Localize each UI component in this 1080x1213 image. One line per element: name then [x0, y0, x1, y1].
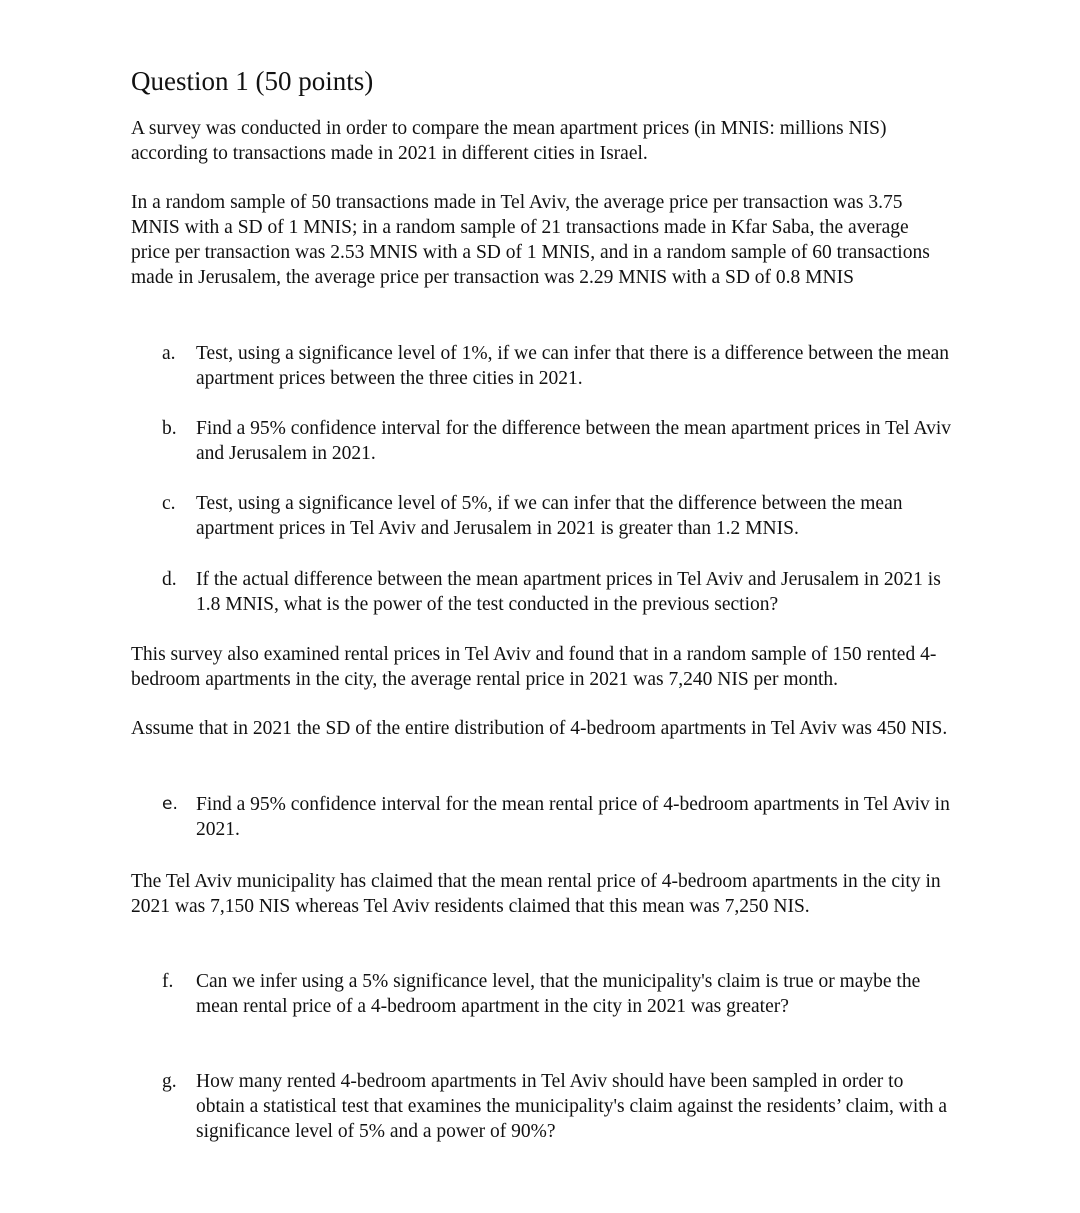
- item-letter: a.: [162, 343, 176, 364]
- item-text: Find a 95% confidence interval for the difference between the mean apartment prices in Tel Aviv and Jerusalem in 2021.: [196, 418, 952, 464]
- claim-paragraph: The Tel Aviv municipality has claimed that the mean rental price of 4-bedroom apartments in the city in 2021 was 7,150 NIS whereas Tel Aviv residents claimed that this mean was 7,250 NIS.: [131, 871, 941, 917]
- item-text: How many rented 4-bedroom apartments in Tel Aviv should have been sampled in order to obtain a statistical test that examines the municipality's claim against the residents’ claim, with a significance level of 5% and a power of 90%?: [196, 1071, 947, 1142]
- assume-paragraph: Assume that in 2021 the SD of the entire distribution of 4-bedroom apartments in Tel Aviv was 450 NIS.: [131, 718, 948, 739]
- item-text: If the actual difference between the mean apartment prices in Tel Aviv and Jerusalem in 2021 is 1.8 MNIS, what is the power of the test conducted in the previous section?: [196, 569, 941, 615]
- item-text: Can we infer using a 5% significance level, that the municipality's claim is true or maybe the mean rental price of a 4-bedroom apartment in the city in 2021 was greater?: [196, 971, 921, 1017]
- item-letter: b.: [162, 418, 177, 439]
- question-item-f: [162, 969, 952, 1019]
- item-letter: f.: [162, 971, 174, 992]
- sample-paragraph: In a random sample of 50 transactions made in Tel Aviv, the average price per transaction was 3.75 MNIS with a SD of 1 MNIS; in a random sample of 21 transactions made in Kfar Saba, the average price per transaction was 2.53 MNIS with a SD of 1 MNIS, and in a random sample of 60 transactions made in Jerusalem, the average price per transaction was 2.29 MNIS with a SD of 0.8 MNIS: [131, 192, 930, 288]
- question-item-g: [162, 1069, 952, 1144]
- item-letter: g.: [162, 1071, 177, 1092]
- item-text: Find a 95% confidence interval for the mean rental price of 4-bedroom apartments in Tel Aviv in 2021.: [196, 794, 950, 840]
- item-text: Test, using a significance level of 1%, if we can infer that there is a difference between the mean apartment prices between the three cities in 2021.: [196, 343, 950, 389]
- item-text: Test, using a significance level of 5%, if we can infer that the difference between the mean apartment prices in Tel Aviv and Jerusalem in 2021 is greater than 1.2 MNIS.: [196, 493, 903, 539]
- item-letter: d.: [162, 569, 177, 590]
- question-item-a: [162, 341, 952, 391]
- item-letter: c.: [162, 493, 176, 514]
- question-title: Question 1 (50 points): [131, 66, 374, 96]
- rental-paragraph: This survey also examined rental prices in Tel Aviv and found that in a random sample of 150 rented 4-bedroom apartments in the city, the average rental price in 2021 was 7,240 NIS per month.: [131, 644, 937, 690]
- question-item-e: [162, 792, 952, 842]
- question-item-d: [162, 567, 952, 617]
- intro-paragraph: A survey was conducted in order to compare the mean apartment prices (in MNIS: millions NIS) according to transactions made in 2021 in different cities in Israel.: [131, 118, 887, 164]
- question-item-c: [162, 491, 952, 541]
- question-item-b: [162, 416, 952, 466]
- item-letter: e.: [162, 794, 178, 814]
